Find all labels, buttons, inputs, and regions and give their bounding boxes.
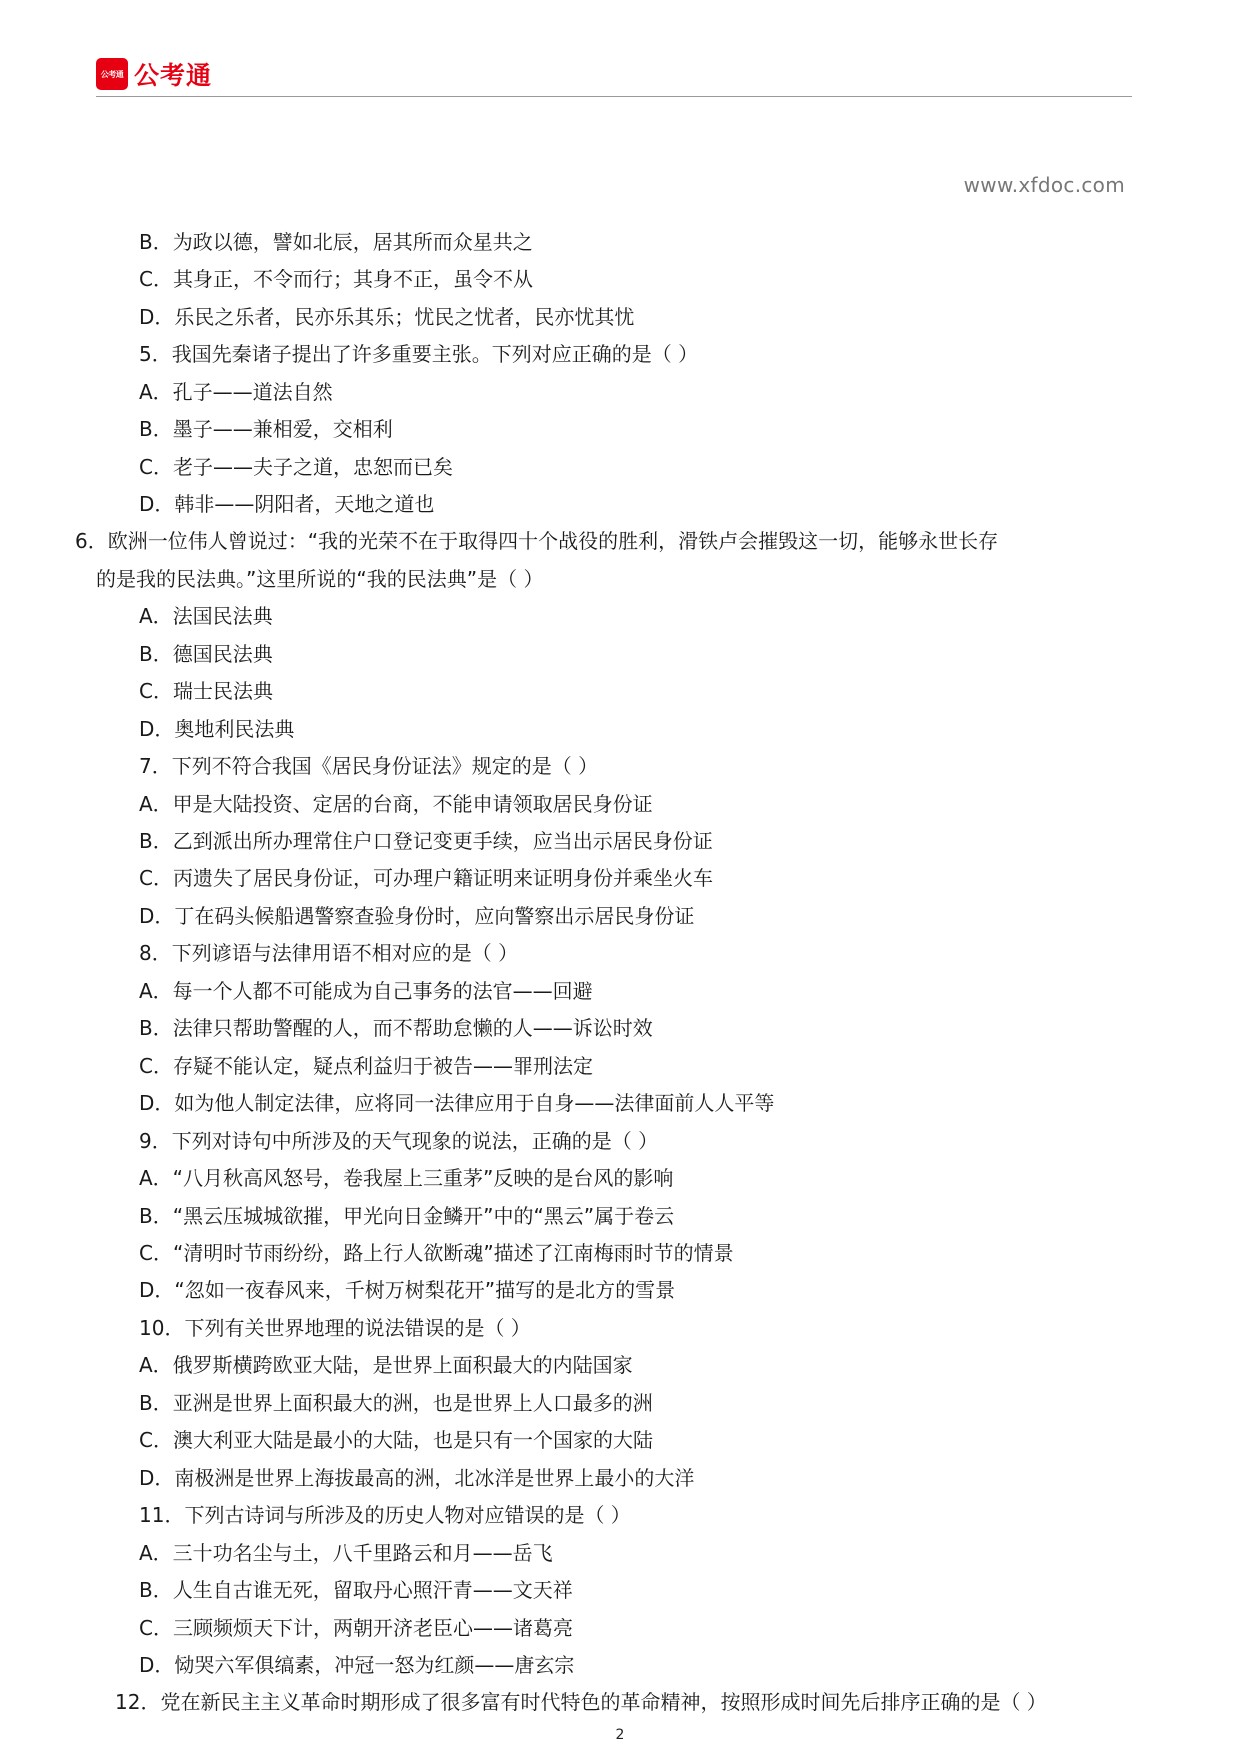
- question-line: B．墨子——兼相爱，交相利: [139, 417, 393, 441]
- question-line: D．恸哭六军俱缟素，冲冠一怒为红颜——唐玄宗: [139, 1653, 575, 1677]
- question-line: B．为政以德，譬如北辰，居其所而众星共之: [139, 230, 533, 254]
- question-line: C．其身正，不令而行；其身不正，虽令不从: [139, 267, 533, 291]
- question-line: C．存疑不能认定，疑点利益归于被告——罪刑法定: [139, 1054, 593, 1078]
- question-line: A．孔子——道法自然: [139, 380, 333, 404]
- logo-icon: 公考通: [96, 58, 128, 90]
- question-line: D．奥地利民法典: [139, 717, 295, 741]
- question-line: D．“忽如一夜春风来，千树万树梨花开”描写的是北方的雪景: [139, 1278, 676, 1302]
- question-line: B．亚洲是世界上面积最大的洲，也是世界上人口最多的洲: [139, 1391, 653, 1415]
- question-line: D．丁在码头候船遇警察查验身份时，应向警察出示居民身份证: [139, 904, 695, 928]
- question-line: D．如为他人制定法律，应将同一法律应用于自身——法律面前人人平等: [139, 1091, 775, 1115]
- question-line: C．丙遗失了居民身份证，可办理户籍证明来证明身份并乘坐火车: [139, 866, 713, 890]
- question-line: C．澳大利亚大陆是最小的大陆，也是只有一个国家的大陆: [139, 1428, 653, 1452]
- question-line: A．俄罗斯横跨欧亚大陆，是世界上面积最大的内陆国家: [139, 1353, 633, 1377]
- question-line: A．每一个人都不可能成为自己事务的法官——回避: [139, 979, 593, 1003]
- question-line: 12．党在新民主主义革命时期形成了很多富有时代特色的革命精神，按照形成时间先后排序正确的是（ ）: [115, 1690, 1047, 1714]
- question-line: C．“清明时节雨纷纷，路上行人欲断魂”描述了江南梅雨时节的情景: [139, 1241, 734, 1265]
- question-line: 10．下列有关世界地理的说法错误的是（ ）: [139, 1316, 531, 1340]
- question-line: C．老子——夫子之道，忠恕而已矣: [139, 455, 453, 479]
- question-line: 6．欧洲一位伟人曾说过：“我的光荣不在于取得四十个战役的胜利，滑铁卢会摧毁这一切，能够永世长存: [75, 529, 999, 553]
- question-line: C．瑞士民法典: [139, 679, 273, 703]
- question-line: C．三顾频烦天下计，两朝开济老臣心——诸葛亮: [139, 1616, 573, 1640]
- logo-text: 公考通: [134, 61, 213, 90]
- question-line: A．“八月秋高风怒号，卷我屋上三重茅”反映的是台风的影响: [139, 1166, 674, 1190]
- page-number: 2: [615, 1727, 625, 1743]
- question-line: 5．我国先秦诸子提出了许多重要主张。下列对应正确的是（ ）: [139, 342, 699, 366]
- question-line: A．法国民法典: [139, 604, 273, 628]
- question-line: 11．下列古诗词与所涉及的历史人物对应错误的是（ ）: [139, 1503, 631, 1527]
- question-line: A．三十功名尘与土，八千里路云和月——岳飞: [139, 1541, 553, 1565]
- question-line: B．法律只帮助警醒的人，而不帮助怠懒的人——诉讼时效: [139, 1016, 653, 1040]
- question-line: 的是我的民法典。”这里所说的“我的民法典”是（ ）: [96, 567, 544, 591]
- site-url: www.xfdoc.com: [963, 173, 1125, 197]
- question-line: A．甲是大陆投资、定居的台商，不能申请领取居民身份证: [139, 792, 653, 816]
- header-divider: [96, 96, 1132, 97]
- question-line: B．德国民法典: [139, 642, 273, 666]
- question-line: 8．下列谚语与法律用语不相对应的是（ ）: [139, 941, 519, 965]
- question-line: D．南极洲是世界上海拔最高的洲，北冰洋是世界上最小的大洋: [139, 1466, 695, 1490]
- header: [96, 56, 212, 92]
- question-line: D．韩非——阴阳者，天地之道也: [139, 492, 435, 516]
- question-line: B．人生自古谁无死，留取丹心照汗青——文天祥: [139, 1578, 573, 1602]
- question-line: 7．下列不符合我国《居民身份证法》规定的是（ ）: [139, 754, 599, 778]
- question-line: B．“黑云压城城欲摧，甲光向日金鳞开”中的“黑云”属于卷云: [139, 1204, 675, 1228]
- question-line: D．乐民之乐者，民亦乐其乐；忧民之忧者，民亦忧其忧: [139, 305, 635, 329]
- question-line: B．乙到派出所办理常住户口登记变更手续，应当出示居民身份证: [139, 829, 713, 853]
- question-line: 9．下列对诗句中所涉及的天气现象的说法，正确的是（ ）: [139, 1129, 659, 1153]
